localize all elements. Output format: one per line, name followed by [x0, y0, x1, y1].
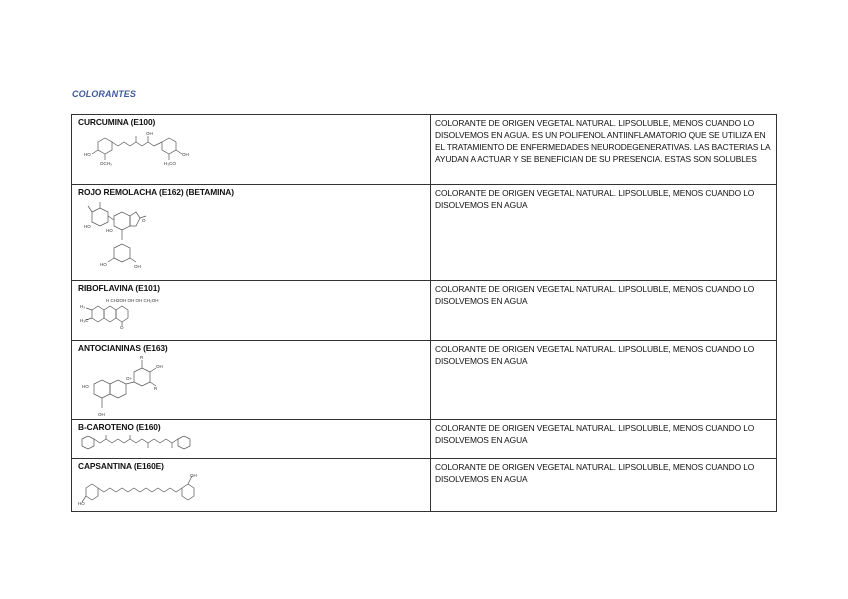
- colorant-description: COLORANTE DE ORIGEN VEGETAL NATURAL. LIPSOLUBLE, MENOS CUANDO LO DISOLVEMOS EN AGUA: [435, 284, 755, 306]
- colorant-description: COLORANTE DE ORIGEN VEGETAL NATURAL. LIPSOLUBLE, MENOS CUANDO LO DISOLVEMOS EN AGUA: [435, 188, 755, 210]
- colorant-description: COLORANTE DE ORIGEN VEGETAL NATURAL. LIPSOLUBLE, MENOS CUANDO LO DISOLVEMOS EN AGUA. ES UN POLIFENOL ANTIINFLAMATORIO QUE SE UTILIZA EN EL TRATAMIENTO DE ENFERMEDADES NEURODEGENERATIVAS. LAS BACTERIAS LA AYUDAN A ACTUAR Y SE BENEFICIAN DE SU PRESENCIA. ESTAS SON SOLUBLES: [435, 118, 771, 164]
- svg-text:HO: HO: [82, 384, 89, 389]
- svg-text:HO: HO: [106, 228, 113, 233]
- colorant-description: COLORANTE DE ORIGEN VEGETAL NATURAL. LIPSOLUBLE, MENOS CUANDO LO DISOLVEMOS EN AGUA: [435, 462, 755, 484]
- name-cell: [72, 281, 431, 341]
- svg-text:OH: OH: [190, 473, 197, 478]
- svg-text:OCH₃: OCH₃: [100, 161, 112, 166]
- svg-text:H₃: H₃: [80, 304, 86, 309]
- colorant-description: COLORANTE DE ORIGEN VEGETAL NATURAL. LIPSOLUBLE, MENOS CUANDO LO DISOLVEMOS EN AGUA: [435, 423, 755, 445]
- description-cell: [431, 281, 777, 341]
- betanin-structure-image: [78, 198, 158, 278]
- colorants-table: [71, 114, 777, 512]
- anthocyanin-structure-image: [78, 354, 168, 418]
- name-cell: [72, 115, 431, 185]
- description-cell: [431, 420, 777, 459]
- colorant-name: CURCUMINA (E100): [78, 117, 156, 127]
- table-row: [72, 115, 777, 185]
- svg-text:R: R: [154, 386, 158, 391]
- svg-text:OH: OH: [156, 364, 163, 369]
- svg-text:O: O: [142, 218, 146, 223]
- colorant-name: ROJO REMOLACHA (E162) (BETAMINA): [78, 187, 234, 197]
- svg-text:H CH2OH OH OH CH₂OH: H CH2OH OH OH CH₂OH: [106, 298, 159, 303]
- svg-text:H₃CO: H₃CO: [164, 161, 176, 166]
- svg-text:OH: OH: [98, 412, 105, 417]
- beta-carotene-structure-image: [78, 433, 198, 453]
- svg-text:R: R: [140, 355, 144, 360]
- svg-text:OH: OH: [146, 131, 153, 136]
- table-row: [72, 420, 777, 459]
- colorant-name: CAPSANTINA (E160E): [78, 461, 164, 471]
- description-cell: [431, 341, 777, 420]
- colorant-description: COLORANTE DE ORIGEN VEGETAL NATURAL. LIPSOLUBLE, MENOS CUANDO LO DISOLVEMOS EN AGUA: [435, 344, 755, 366]
- table-row: [72, 459, 777, 512]
- curcumin-structure-image: [78, 128, 198, 170]
- svg-text:OH: OH: [134, 264, 141, 269]
- riboflavin-structure-image: [78, 294, 188, 330]
- description-cell: [431, 115, 777, 185]
- name-cell: [72, 459, 431, 512]
- colorant-name: ANTOCIANINAS (E163): [78, 343, 168, 353]
- svg-text:HO: HO: [78, 501, 85, 506]
- table-row: [72, 185, 777, 281]
- description-cell: [431, 459, 777, 512]
- svg-text:OH: OH: [182, 152, 189, 157]
- name-cell: [72, 341, 431, 420]
- description-cell: [431, 185, 777, 281]
- table-row: [72, 341, 777, 420]
- svg-text:O+: O+: [126, 376, 133, 381]
- table-row: [72, 281, 777, 341]
- name-cell: [72, 185, 431, 281]
- section-heading: COLORANTES: [72, 89, 136, 99]
- name-cell: [72, 420, 431, 459]
- svg-text:H₃C: H₃C: [80, 318, 89, 323]
- svg-text:HO: HO: [100, 262, 107, 267]
- svg-text:HO: HO: [84, 224, 91, 229]
- capsanthin-structure-image: [78, 472, 208, 506]
- svg-text:HO: HO: [84, 152, 91, 157]
- colorant-name: RIBOFLAVINA (E101): [78, 283, 160, 293]
- colorant-name: B-CAROTENO (E160): [78, 422, 161, 432]
- svg-text:O: O: [120, 325, 124, 330]
